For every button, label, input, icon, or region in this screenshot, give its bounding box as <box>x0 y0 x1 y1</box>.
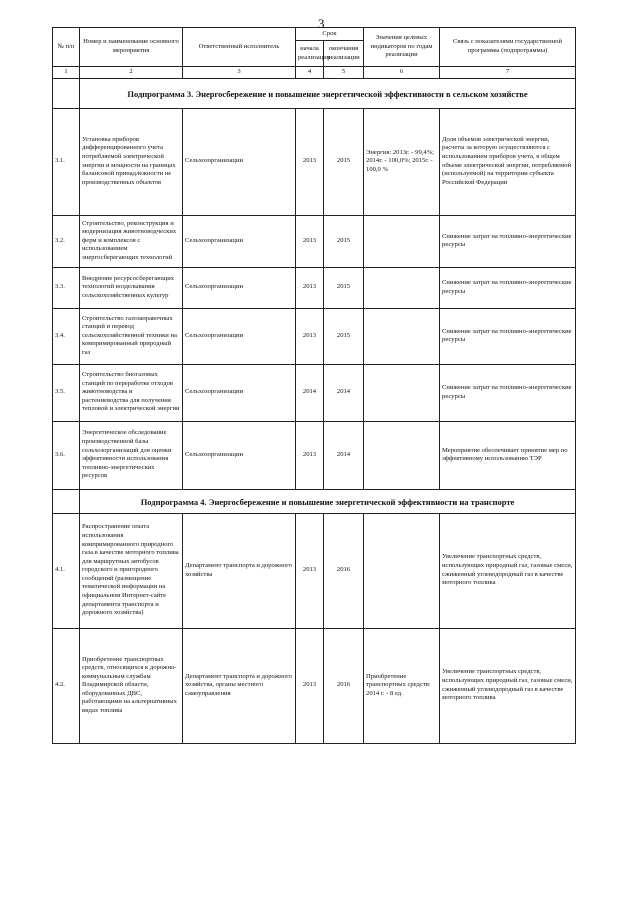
page-number: 3 <box>318 16 325 31</box>
row-start: 2013 <box>296 215 324 267</box>
row-link: Доля объемов электрической энергии, расчеты за которую осуществляются с использованием приборов учета, в общем объеме электрической энергии, потребляемой (используемой) на территории субъекта Российской Федерации <box>440 108 576 215</box>
table-row <box>53 364 576 421</box>
row-link: Снижение затрат на топливно-энергетические ресурсы <box>440 308 576 364</box>
row-end: 2015 <box>324 308 364 364</box>
row-end: 2016 <box>324 628 364 743</box>
row-executor: Сельхозорганизации <box>183 364 296 421</box>
row-start: 2013 <box>296 513 324 628</box>
row-link: Мероприятие обеспечивает принятие мер по эффективному использованию ТЭР <box>440 421 576 489</box>
header-term: Срок <box>296 28 364 41</box>
row-num: 4.2. <box>53 628 80 743</box>
row-end: 2014 <box>324 364 364 421</box>
row-executor: Сельхозорганизации <box>183 215 296 267</box>
table-row <box>53 308 576 364</box>
subprogram-3-row <box>53 78 576 108</box>
column-number: 7 <box>440 67 576 79</box>
row-targets <box>364 513 440 628</box>
row-executor: Сельхозорганизации <box>183 108 296 215</box>
row-name: Распространение опыта использования компримированного природного газа в качестве моторного топлива для маршрутных автобусов городского и пригородного сообщений (размещение тематической информации на официальном Интернет-сайте департамента транспорта и дорожного хозяйства) <box>80 513 183 628</box>
row-num: 3.6. <box>53 421 80 489</box>
row-end: 2014 <box>324 421 364 489</box>
row-end: 2015 <box>324 267 364 308</box>
column-number: 6 <box>364 67 440 79</box>
header-start: начала реализации <box>296 41 324 67</box>
row-name: Внедрение ресурсосберегающих технологий возделывания сельскохозяйственных культур <box>80 267 183 308</box>
table-row <box>53 267 576 308</box>
table-row <box>53 215 576 267</box>
row-start: 2013 <box>296 421 324 489</box>
header-executor: Ответственный исполнитель <box>183 28 296 67</box>
row-link: Снижение затрат на топливно-энергетические ресурсы <box>440 215 576 267</box>
row-link: Снижение затрат на топливно-энергетические ресурсы <box>440 267 576 308</box>
column-numbers-row <box>53 67 576 79</box>
row-num: 3.1. <box>53 108 80 215</box>
row-end: 2015 <box>324 108 364 215</box>
header-name: Номер и наименование основного мероприятия <box>80 28 183 67</box>
row-num: 3.5. <box>53 364 80 421</box>
column-number: 4 <box>296 67 324 79</box>
row-targets <box>364 308 440 364</box>
row-executor: Сельхозорганизации <box>183 267 296 308</box>
row-num: 3.2. <box>53 215 80 267</box>
row-link: Увеличение транспортных средств, использующих природный газ, газовые смеси, сжиженный углеводородный газ в качестве моторного топлива <box>440 513 576 628</box>
subprogram-4-row <box>53 489 576 513</box>
row-executor: Департамент транспорта и дорожного хозяйства <box>183 513 296 628</box>
row-start: 2013 <box>296 628 324 743</box>
row-targets: Энергия: 2013г. - 99,4%; 2014г. - 100,0%; 2015г. - 100,0 % <box>364 108 440 215</box>
row-targets: Приобретение транспортных средств: 2014 г. - 8 ед. <box>364 628 440 743</box>
row-start: 2013 <box>296 267 324 308</box>
header-link: Связь с показателями государственной программы (подпрограммы) <box>440 28 576 67</box>
header-num: № п/п <box>53 28 80 67</box>
table-row <box>53 513 576 628</box>
row-name: Строительство газозаправочных станций и перевод сельскохозяйственной техники на компримированный природный газ <box>80 308 183 364</box>
subprogram-3-title: Подпрограмма 3. Энергосбережение и повышение энергетической эффективности в сельском хозяйстве <box>80 78 576 108</box>
column-number: 2 <box>80 67 183 79</box>
spacer-cell <box>53 78 80 108</box>
column-number: 3 <box>183 67 296 79</box>
table-row <box>53 628 576 743</box>
row-executor: Сельхозорганизации <box>183 308 296 364</box>
activities-table <box>52 27 576 744</box>
header-row <box>53 28 576 41</box>
spacer-cell <box>53 489 80 513</box>
row-start: 2013 <box>296 108 324 215</box>
subprogram-4-title: Подпрограмма 4. Энергосбережение и повышение энергетической эффективности на транспорте <box>80 489 576 513</box>
row-num: 3.4. <box>53 308 80 364</box>
table-row <box>53 108 576 215</box>
row-name: Приобретение транспортных средств, относящихся к дорожно-коммунальным службам Владимирской области, оборудованных ДВС, работающими на альтернативных видах топлива <box>80 628 183 743</box>
column-number: 1 <box>53 67 80 79</box>
row-name: Установка приборов дифференцированного учета потребляемой электрической энергии и мощности на границах балансовой принадлежности не производственных объектов <box>80 108 183 215</box>
column-number: 5 <box>324 67 364 79</box>
row-name: Строительство, реконструкция и модернизация животноводческих ферм и комплексов с использованием энергосберегающих технологий <box>80 215 183 267</box>
row-executor: Сельхозорганизации <box>183 421 296 489</box>
row-name: Энергетическое обследование производственной базы сельхозорганизаций для оценки эффективности использования топливно-энергетических ресурсов <box>80 421 183 489</box>
header-end: окончания реализации <box>324 41 364 67</box>
row-end: 2016 <box>324 513 364 628</box>
row-targets <box>364 421 440 489</box>
row-targets <box>364 215 440 267</box>
table-row <box>53 421 576 489</box>
row-targets <box>364 267 440 308</box>
row-executor: Департамент транспорта и дорожного хозяйства, органы местного самоуправления <box>183 628 296 743</box>
row-link: Снижение затрат на топливно-энергетические ресурсы <box>440 364 576 421</box>
row-name: Строительство биогазовых станций по переработке отходов животноводства и растениеводства для получения тепловой и электрической энергии <box>80 364 183 421</box>
row-start: 2014 <box>296 364 324 421</box>
row-link: Увеличение транспортных средств, использующих природный газ, газовые смеси, сжиженный углеводородный газ в качестве моторного топлива <box>440 628 576 743</box>
row-num: 4.1. <box>53 513 80 628</box>
row-start: 2013 <box>296 308 324 364</box>
header-targets: Значения целевых индикаторов по годам реализации <box>364 28 440 67</box>
row-num: 3.3. <box>53 267 80 308</box>
row-end: 2015 <box>324 215 364 267</box>
row-targets <box>364 364 440 421</box>
